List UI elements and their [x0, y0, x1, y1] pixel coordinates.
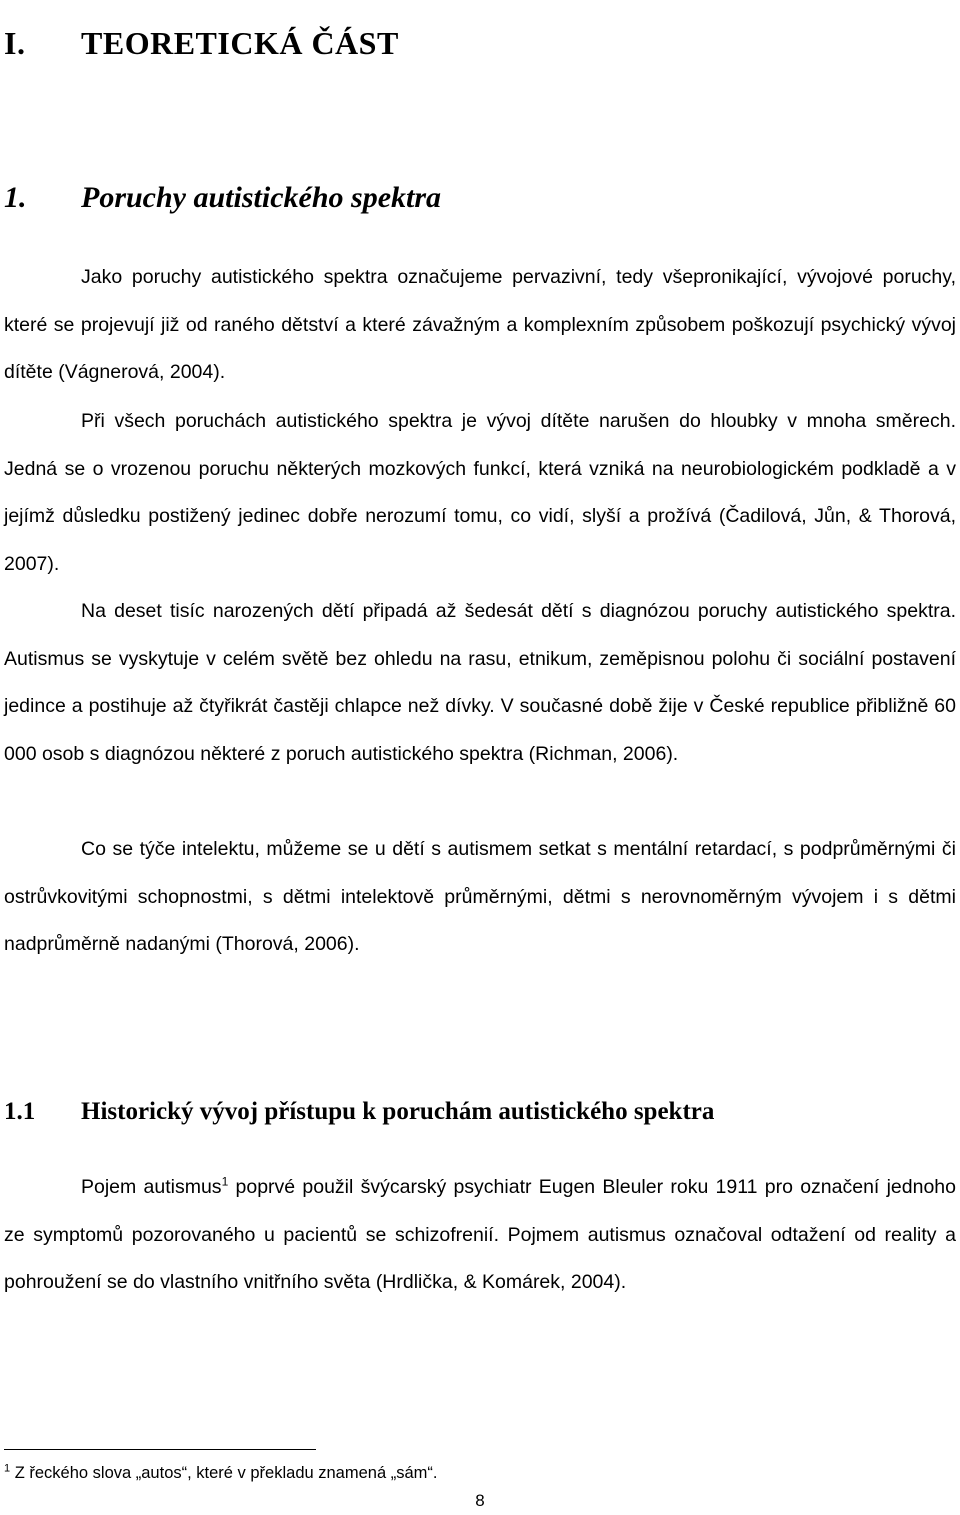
chapter-heading-number: 1.	[4, 180, 27, 214]
chapter-heading	[4, 178, 441, 218]
footnote-text: Z řeckého slova „autos“, které v překladu znamená „sám“.	[10, 1464, 438, 1482]
footnote	[4, 1460, 437, 1486]
part-heading	[4, 23, 399, 63]
section-paragraph-lead: Pojem autismus	[81, 1176, 222, 1198]
paragraph-4: Co se týče intelektu, můžeme se u dětí s autismem setkat s mentální retardací, s podprůměrnými či ostrůvkovitými schopnostmi, s dětmi intelektově průměrnými, dětmi s nerovnoměrným vývojem i s dětmi nadprůměrně nadanými (Thorová, 2006).	[4, 838, 956, 955]
paragraph-3: Na deset tisíc narozených dětí připadá až šedesát dětí s diagnózou poruchy autistického spektra. Autismus se vyskytuje v celém světě bez ohledu na rasu, etnikum, zeměpisnou polohu či sociální postavení jedince a postihuje až čtyřikrát častěji chlapce než dívky. V současné době žije v České republice přibližně 60 000 osob s diagnózou některé z poruch autistického spektra (Richman, 2006).	[4, 600, 956, 765]
paragraph-2: Při všech poruchách autistického spektra je vývoj dítěte narušen do hloubky v mnoha směrech. Jedná se o vrozenou poruchu některých mozkových funkcí, která vzniká na neurobiologickém podkladě a v jejímž důsledku postižený jedinec dobře nerozumí tomu, co vidí, slyší a prožívá (Čadilová, Jůn, & Thorová, 2007).	[4, 410, 956, 575]
section-heading-number: 1.1	[4, 1098, 36, 1125]
section-paragraph-rest: poprvé použil švýcarský psychiatr Eugen Bleuler roku 1911 pro označení jednoho ze symptomů pozorovaného u pacientů se schizofrenií. Pojmem autismus označoval odtažení od reality a pohroužení se do vlastního vnitřního světa (Hrdlička, & Komárek, 2004).	[4, 1176, 956, 1293]
part-heading-title: TEORETICKÁ ČÁST	[81, 25, 399, 62]
footnote-reference: 1	[221, 1174, 229, 1189]
chapter-heading-title: Poruchy autistického spektra	[81, 180, 442, 214]
section-heading	[4, 1092, 714, 1132]
footnote-separator	[4, 1449, 316, 1450]
section-heading-title: Historický vývoj přístupu k poruchám autistického spektra	[81, 1098, 715, 1125]
page-number: 8	[475, 1491, 485, 1510]
part-heading-number: I.	[4, 25, 26, 62]
paragraph-1: Jako poruchy autistického spektra označujeme pervazivní, tedy všepronikající, vývojové poruchy, které se projevují již od raného dětství a které závažným a komplexním způsobem poškozují psychický vývoj dítěte (Vágnerová, 2004).	[4, 266, 956, 383]
section-paragraph	[4, 1164, 956, 1307]
footnote-marker: 1	[4, 1462, 11, 1475]
